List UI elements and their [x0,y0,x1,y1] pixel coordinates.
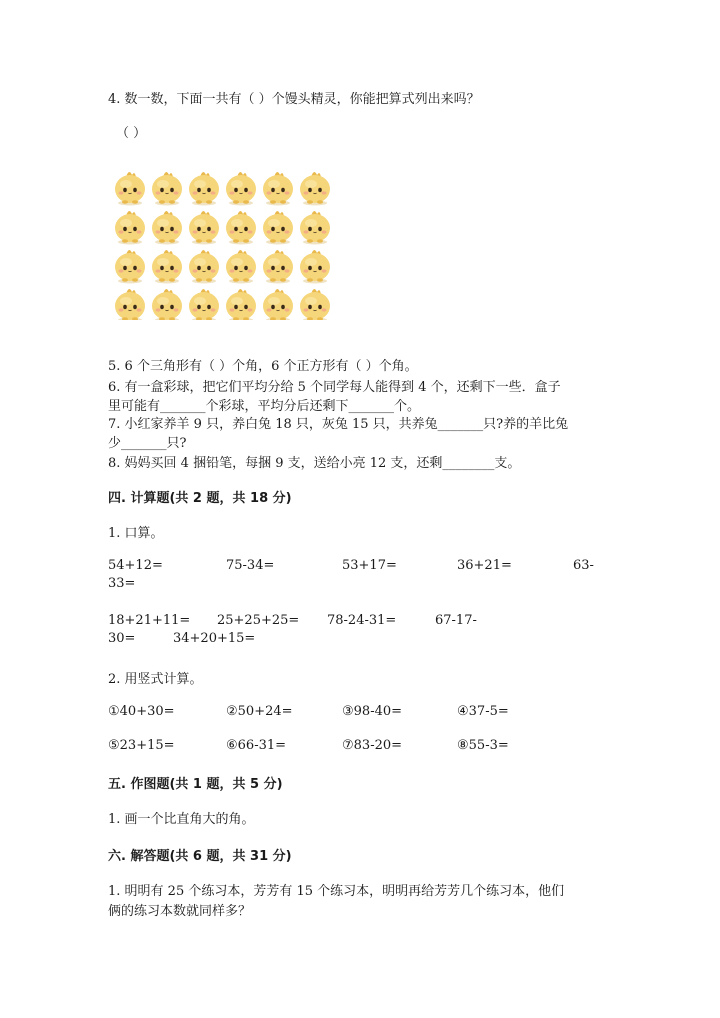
drawing-question-1: 1. 画一个比直角大的角。 [108,812,255,827]
section-6-heading: 六. 解答题(共 6 题，共 31 分) [108,849,292,864]
chick-dumpling-icon [115,211,145,245]
chick-dumpling-icon [263,172,293,206]
oral-calc-item-2: 75-34= [226,558,275,573]
question-7-line-1: 7. 小红家养羊 9 只，养白兔 18 只，灰兔 15 只，共养兔_______只?养的羊比兔 [108,417,569,432]
chick-dumpling-icon [263,211,293,245]
chick-dumpling-icon [226,289,256,320]
oral-calc-title: 1. 口算。 [108,526,164,541]
chick-dumpling-icon [263,289,293,320]
oral-calc-item-7: 25+25+25= [217,613,300,628]
question-7-line-2: 少_______只? [108,436,187,451]
vertical-calc-item-2: ②50+24= [226,704,293,719]
vertical-calc-item-3: ③98-40= [342,704,403,719]
oral-calc-item-10: 34+20+15= [173,631,256,646]
question-8-text: 8. 妈妈买回 4 捆铅笔，每捆 9 支，送给小亮 12 支，还剩________支。 [108,456,521,471]
question-5-text: 5. 6 个三角形有（ ）个角，6 个正方形有（ ）个角。 [108,359,418,374]
chick-dumpling-icon [152,211,182,245]
chick-dumpling-icon [189,289,219,320]
oral-calc-item-5-wrap: 33= [108,576,136,591]
question-4-answer-blank: （ ） [116,126,147,141]
chick-dumpling-icon [152,250,182,284]
question-6-line-1: 6. 有一盒彩球，把它们平均分给 5 个同学每人能得到 4 个，还剩下一些．盒子 [108,380,561,395]
question-4-text: 4. 数一数，下面一共有（ ）个馒头精灵，你能把算式列出来吗？ [108,92,480,107]
chick-dumpling-icon [300,211,330,245]
vertical-calc-item-4: ④37-5= [457,704,509,719]
oral-calc-item-5: 63- [573,558,594,573]
vertical-calc-item-7: ⑦83-20= [342,738,403,753]
chick-dumpling-icon [300,172,330,206]
chick-dumpling-icon [115,250,145,284]
chick-dumpling-icon [152,289,182,320]
oral-calc-item-6: 18+21+11= [108,613,191,628]
chick-dumpling-icon [226,172,256,206]
chick-dumpling-icon [115,172,145,206]
dumpling-sprite-grid [112,170,338,320]
chick-dumpling-icon [189,172,219,206]
vertical-calc-item-5: ⑤23+15= [108,738,175,753]
chick-dumpling-icon [300,289,330,320]
vertical-calc-item-8: ⑧55-3= [457,738,509,753]
section-4-heading: 四. 计算题(共 2 题，共 18 分) [108,491,292,506]
chick-dumpling-icon [152,172,182,206]
word-problem-1-line-1: 1. 明明有 25 个练习本，芳芳有 15 个练习本，明明再给芳芳几个练习本，他们 [108,884,565,899]
oral-calc-item-9-wrap: 30= [108,631,136,646]
chick-dumpling-icon [115,289,145,320]
chick-dumpling-icon [226,211,256,245]
question-6-line-2: 里可能有_______个彩球，平均分后还剩下_______个。 [108,399,421,414]
oral-calc-item-4: 36+21= [457,558,512,573]
dumpling-sprite-image [112,170,338,320]
chick-dumpling-icon [189,250,219,284]
chick-dumpling-icon [263,250,293,284]
chick-dumpling-icon [226,250,256,284]
vertical-calc-item-1: ①40+30= [108,704,175,719]
oral-calc-item-3: 53+17= [342,558,397,573]
chick-dumpling-icon [189,211,219,245]
section-5-heading: 五. 作图题(共 1 题，共 5 分) [108,777,283,792]
word-problem-1-line-2: 俩的练习本数就同样多？ [108,904,252,919]
oral-calc-item-9: 67-17- [435,613,477,628]
chick-dumpling-icon [300,250,330,284]
oral-calc-item-8: 78-24-31= [327,613,397,628]
vertical-calc-title: 2. 用竖式计算。 [108,672,203,687]
vertical-calc-item-6: ⑥66-31= [226,738,287,753]
oral-calc-item-1: 54+12= [108,558,163,573]
